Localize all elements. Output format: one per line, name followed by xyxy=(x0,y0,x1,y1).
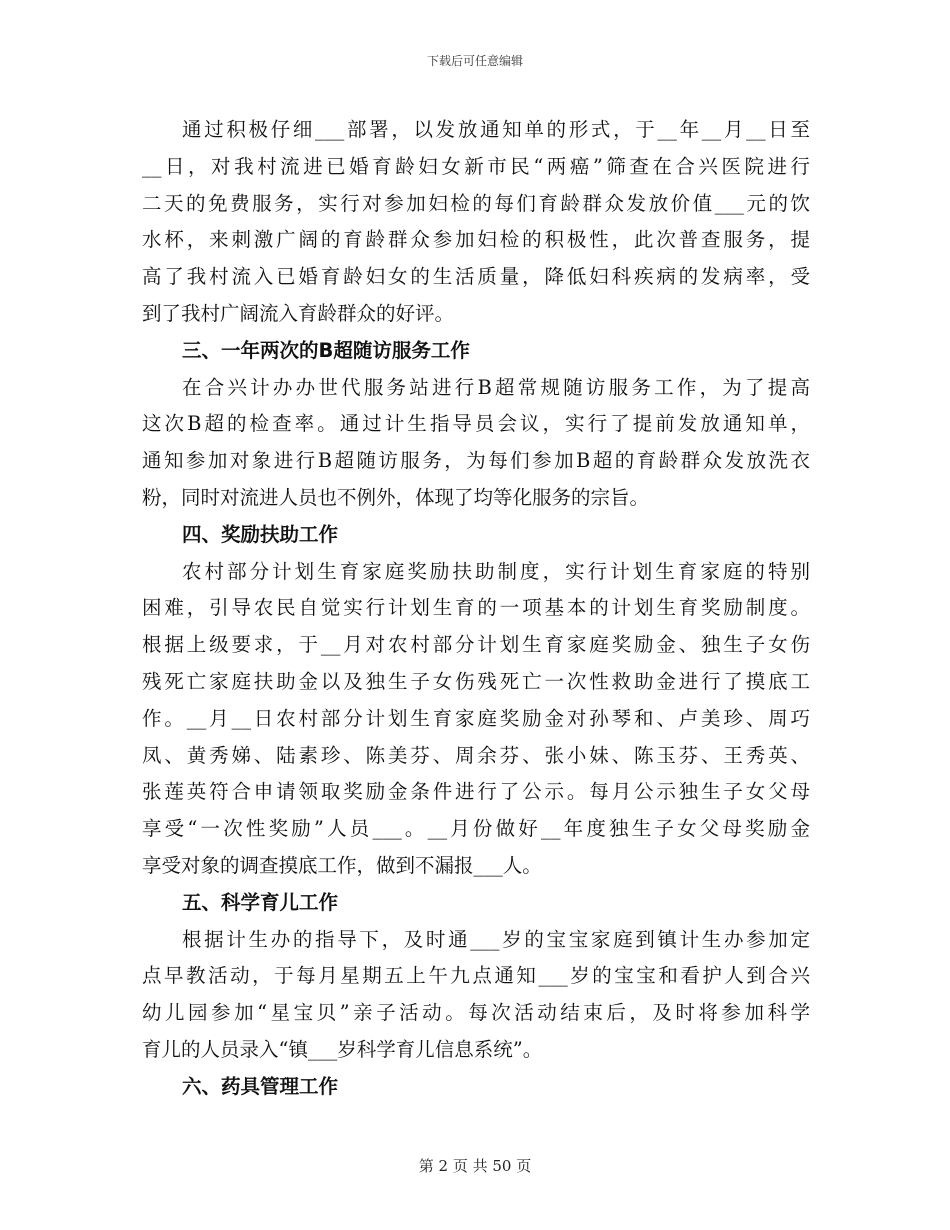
paragraph-line: 根据计生办的指导下，及时通___岁的宝宝家庭到镇计生办参加定 xyxy=(182,927,810,951)
paragraph-line: 这次B超的检查率。通过计生指导员会议，实行了提前发放通知单， xyxy=(142,412,810,436)
section-heading: 六、药具管理工作 xyxy=(182,1074,339,1098)
paragraph-line: __日，对我村流进已婚育龄妇女新市民“两癌”筛查在合兴医院进行 xyxy=(142,154,810,178)
paragraph-line: 作。__月__日农村部分计划生育家庭奖励金对孙琴和、卢美珍、周巧 xyxy=(142,706,810,730)
paragraph-line: 农村部分计划生育家庭奖励扶助制度，实行计划生育家庭的特别 xyxy=(182,559,810,583)
paragraph-line: 享受对象的调查摸底工作，做到不漏报___人。 xyxy=(142,853,542,877)
paragraph-line: 二天的免费服务，实行对参加妇检的每们育龄群众发放价值___元的饮 xyxy=(142,191,810,215)
paragraph-line: 根据上级要求，于__月对农村部分计划生育家庭奖励金、独生子女伤 xyxy=(142,633,810,657)
paragraph-line: 在合兴计办办世代服务站进行B超常规随访服务工作，为了提高 xyxy=(182,375,810,399)
page-footer: 第 2 页 共 50 页 xyxy=(418,1157,532,1175)
paragraph-line: 凤、黄秀娣、陆素珍、陈美芬、周余芬、张小妹、陈玉芬、王秀英、 xyxy=(142,743,810,767)
paragraph-line: 水杯，来刺激广阔的育龄群众参加妇检的积极性，此次普查服务，提 xyxy=(142,228,810,252)
paragraph-line: 通过积极仔细___部署，以发放通知单的形式，于__年__月__日至 xyxy=(182,118,810,141)
paragraph-line: 残死亡家庭扶助金以及独生子女伤残死亡一次性救助金进行了摸底工 xyxy=(142,669,810,693)
paragraph-line: 通知参加对象进行B超随访服务，为每们参加B超的育龄群众发放洗衣 xyxy=(142,449,810,473)
paragraph-line: 点早教活动，于每月星期五上午九点通知___岁的宝宝和看护人到合兴 xyxy=(142,964,810,988)
page-header: 下载后可任意编辑 xyxy=(426,54,523,68)
paragraph-line: 育儿的人员录入“镇___岁科学育儿信息系统”。 xyxy=(142,1037,543,1061)
document-body xyxy=(142,112,810,1106)
paragraph-line: 享受“一次性奖励”人员___。__月份做好__年度独生子女父母奖励金 xyxy=(142,817,810,841)
section-heading: 三、一年两次的B超随访服务工作 xyxy=(182,338,470,362)
section-heading: 五、科学育儿工作 xyxy=(182,890,339,914)
paragraph-line: 粉，同时对流进人员也不例外，体现了均等化服务的宗旨。 xyxy=(142,485,650,509)
paragraph-line: 幼儿园参加“星宝贝”亲子活动。每次活动结束后，及时将参加科学 xyxy=(142,1001,810,1025)
paragraph-line: 困难，引导农民自觉实行计划生育的一项基本的计划生育奖励制度。 xyxy=(142,596,810,620)
paragraph-line: 张莲英符合申请领取奖励金条件进行了公示。每月公示独生子女父母 xyxy=(142,780,810,804)
section-heading: 四、奖励扶助工作 xyxy=(182,522,339,546)
paragraph-line: 高了我村流入已婚育龄妇女的生活质量，降低妇科疾病的发病率，受 xyxy=(142,265,810,289)
paragraph-line: 到了我村广阔流入育龄群众的好评。 xyxy=(142,301,455,325)
